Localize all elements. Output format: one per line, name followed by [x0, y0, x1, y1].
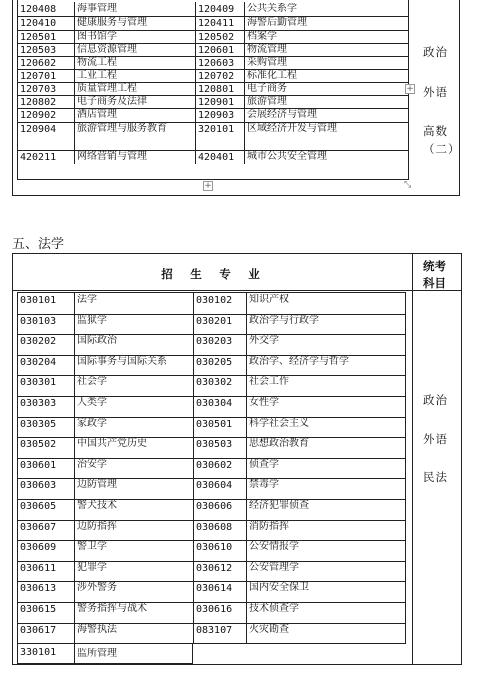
code-cell: 030303 [20, 398, 57, 409]
law-exam-header-2: 科目 [423, 276, 446, 290]
major-name-cell: 治安学 [77, 458, 107, 470]
major-name-cell: 国际政治 [77, 335, 117, 347]
code-cell: 030614 [196, 583, 233, 595]
major-name-cell: 社会学 [77, 376, 107, 388]
top-exam-1: 政治 [423, 45, 448, 59]
code-cell: 030503 [196, 439, 233, 451]
column-divider [244, 2, 245, 164]
major-name-cell: 经济犯罪侦查 [249, 500, 309, 511]
code-cell: 120602 [20, 58, 57, 69]
major-name-cell: 海事管理 [77, 3, 117, 14]
code-cell: 120702 [198, 71, 235, 82]
major-name-cell: 禁毒学 [249, 479, 279, 491]
major-name-cell: 酒店管理 [77, 109, 117, 120]
code-cell: 030202 [20, 336, 57, 348]
major-name-cell: 侦查学 [249, 458, 279, 470]
law-exam-2: 外语 [423, 432, 448, 446]
code-cell: 030501 [196, 418, 233, 430]
major-name-cell: 海警后勤管理 [247, 17, 307, 28]
resize-handle-icon[interactable]: ⤡ [404, 180, 412, 190]
major-name-cell: 警务指挥与战术 [77, 603, 147, 614]
code-cell: 030607 [20, 521, 57, 533]
major-name-cell: 涉外警务 [77, 582, 117, 594]
code-cell: 030304 [196, 398, 233, 409]
code-cell: 120903 [198, 110, 235, 121]
major-name-cell: 质量管理工程 [77, 83, 137, 94]
code-cell: 030609 [20, 542, 57, 554]
section-title: 五、法学 [12, 237, 65, 252]
law-header-divider [12, 290, 462, 291]
major-name-cell: 城市公共安全管理 [247, 151, 327, 162]
law-exam-divider [412, 253, 413, 665]
code-cell: 120901 [198, 97, 235, 108]
top-exam-2: 外语 [423, 85, 448, 99]
major-name-cell: 旅游管理 [247, 96, 287, 107]
major-name-cell: 思想政治教育 [249, 438, 309, 450]
code-cell: 120502 [198, 32, 235, 43]
code-cell: 120409 [198, 4, 235, 15]
major-name-cell: 标准化工程 [247, 70, 297, 81]
code-cell: 030201 [196, 315, 233, 327]
add-column-handle[interactable]: + [406, 84, 414, 94]
major-name-cell: 警犬技术 [77, 500, 117, 511]
code-cell: 120503 [20, 45, 57, 56]
major-name-cell: 区域经济开发与管理 [247, 123, 337, 134]
major-name-cell: 科学社会主义 [249, 417, 309, 429]
code-cell: 120601 [198, 45, 235, 56]
code-cell: 420401 [198, 152, 235, 163]
code-cell: 030204 [20, 356, 57, 368]
major-name-cell: 政治学与行政学 [249, 314, 319, 326]
code-cell: 120408 [20, 4, 57, 15]
column-divider [246, 293, 247, 643]
major-name-cell: 信息资源管理 [77, 44, 137, 55]
add-row-handle[interactable]: + [204, 181, 212, 191]
major-name-cell: 健康服务与管理 [77, 17, 147, 28]
code-cell: 030301 [20, 377, 57, 389]
code-cell: 030610 [196, 542, 233, 554]
major-name-cell: 会展经济与管理 [247, 109, 317, 120]
law-header: 招 生 专 业 [161, 267, 263, 281]
code-cell: 030604 [196, 480, 233, 492]
major-name-cell: 国际事务与国际关系 [77, 355, 167, 367]
major-name-cell: 人类学 [77, 397, 107, 408]
code-cell: 420211 [20, 152, 57, 163]
code-cell: 030203 [196, 336, 233, 348]
code-cell: 030305 [20, 418, 57, 430]
code-cell: 120501 [20, 32, 57, 43]
column-divider [74, 643, 75, 664]
major-name-cell: 家政学 [77, 417, 107, 429]
major-name-cell: 网络营销与管理 [77, 151, 147, 162]
code-cell: 120703 [20, 84, 57, 95]
major-name-cell: 中国共产党历史 [77, 438, 147, 450]
major-name-cell: 公安管理学 [249, 561, 299, 573]
code-cell: 030617 [20, 624, 57, 636]
major-name-cell: 国内安全保卫 [249, 582, 309, 594]
major-name-cell: 外交学 [249, 335, 279, 347]
column-divider [74, 293, 75, 643]
major-name-cell: 监所管理 [77, 648, 117, 660]
code-cell: 030101 [20, 295, 57, 306]
code-cell: 030302 [196, 377, 233, 389]
column-divider [74, 2, 75, 164]
code-cell: 320101 [198, 124, 235, 135]
code-cell: 030601 [20, 459, 57, 471]
code-cell: 030615 [20, 604, 57, 615]
major-name-cell: 海警执法 [77, 623, 117, 635]
law-exam-3: 民法 [423, 470, 448, 484]
major-name-cell: 工业工程 [77, 70, 117, 81]
code-cell: 120902 [20, 110, 57, 121]
column-divider [193, 293, 194, 643]
major-name-cell: 政治学、经济学与哲学 [249, 355, 349, 367]
law-exam-1: 政治 [423, 393, 448, 407]
major-name-cell: 档案学 [247, 31, 277, 42]
major-name-cell: 物流工程 [77, 57, 117, 68]
major-name-cell: 图书馆学 [77, 31, 117, 42]
major-name-cell: 技术侦查学 [249, 603, 299, 614]
major-name-cell: 消防指挥 [249, 520, 289, 532]
code-cell: 120411 [198, 18, 235, 29]
law-exam-header-1: 统考 [423, 259, 446, 273]
major-name-cell: 犯罪学 [77, 561, 107, 573]
major-name-cell: 火灾勘查 [249, 623, 289, 635]
code-cell: 030102 [196, 295, 233, 306]
top-exam-4: （二） [423, 142, 461, 156]
top-exam-3: 高数 [423, 124, 448, 138]
major-name-cell: 电子商务 [247, 83, 287, 94]
code-cell: 030611 [20, 562, 57, 574]
major-name-cell: 采购管理 [247, 57, 287, 68]
code-cell: 083107 [196, 624, 233, 636]
code-cell: 030608 [196, 521, 233, 533]
code-cell: 120410 [20, 18, 57, 29]
major-name-cell: 社会工作 [249, 376, 289, 388]
code-cell: 120802 [20, 97, 57, 108]
major-name-cell: 旅游管理与服务教育 [77, 123, 167, 134]
major-name-cell: 电子商务及法律 [77, 96, 147, 107]
major-name-cell: 公共关系学 [247, 3, 297, 14]
code-cell: 030502 [20, 439, 57, 451]
code-cell: 030613 [20, 583, 57, 595]
code-cell: 120904 [20, 124, 57, 135]
major-name-cell: 边防管理 [77, 479, 117, 491]
major-name-cell: 女性学 [249, 397, 279, 408]
major-name-cell: 知识产权 [249, 294, 289, 305]
code-cell: 030612 [196, 562, 233, 574]
code-cell: 120603 [198, 58, 235, 69]
code-cell: 030602 [196, 459, 233, 471]
code-cell: 330101 [20, 647, 57, 659]
major-name-cell: 物流管理 [247, 44, 287, 55]
code-cell: 030103 [20, 315, 57, 327]
code-cell: 030603 [20, 480, 57, 492]
major-name-cell: 监狱学 [77, 314, 107, 326]
major-name-cell: 边防指挥 [77, 520, 117, 532]
major-name-cell: 警卫学 [77, 541, 107, 553]
code-cell: 030616 [196, 604, 233, 615]
major-name-cell: 法学 [77, 294, 97, 305]
column-divider [195, 2, 196, 164]
code-cell: 120701 [20, 71, 57, 82]
major-name-cell: 公安情报学 [249, 541, 299, 553]
code-cell: 030606 [196, 501, 233, 512]
code-cell: 030605 [20, 501, 57, 512]
code-cell: 030205 [196, 356, 233, 368]
code-cell: 120801 [198, 84, 235, 95]
